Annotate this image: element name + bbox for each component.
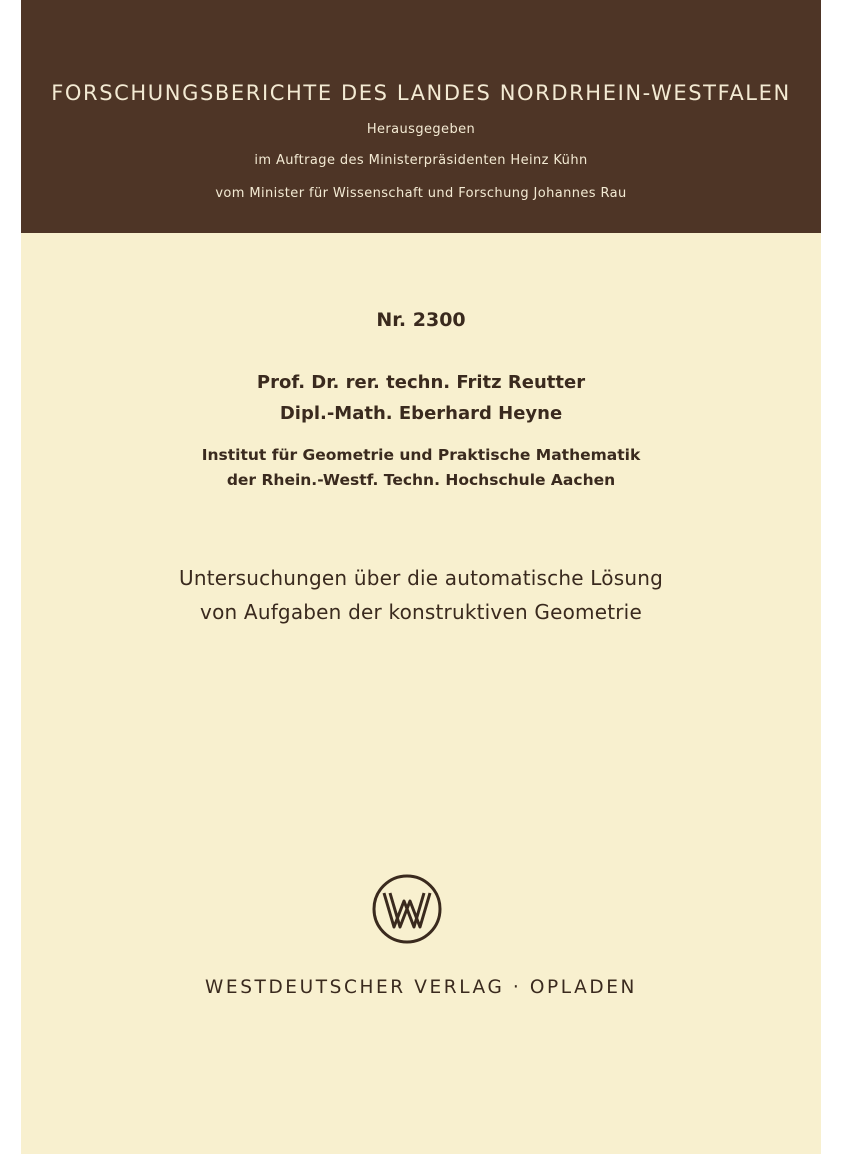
report-number: Nr. 2300 [376,309,466,331]
book-cover [21,0,821,1154]
series-title: FORSCHUNGSBERICHTE DES LANDES NORDRHEIN-WESTFALEN [51,81,791,105]
author-1: Prof. Dr. rer. techn. Fritz Reutter [256,372,586,393]
author-2: Dipl.-Math. Eberhard Heyne [279,403,563,424]
westdeutscher-verlag-logo-icon [371,873,443,945]
institute-line-1: Institut für Geometrie und Praktische Mathematik [201,446,641,464]
editor-line-minister: vom Minister für Wissenschaft und Forschung Johannes Rau [215,186,627,201]
publisher-name: WESTDEUTSCHER VERLAG · OPLADEN [205,977,637,998]
header-band [21,0,821,233]
institute-line-2: der Rhein.-Westf. Techn. Hochschule Aachen [226,471,616,489]
editor-line-published: Herausgegeben [366,122,476,137]
book-title-line-1: Untersuchungen über die automatische Lösung [178,566,663,590]
book-title-line-2: von Aufgaben der konstruktiven Geometrie [200,600,642,624]
editor-line-commission: im Auftrage des Ministerpräsidenten Heinz Kühn [254,153,588,168]
